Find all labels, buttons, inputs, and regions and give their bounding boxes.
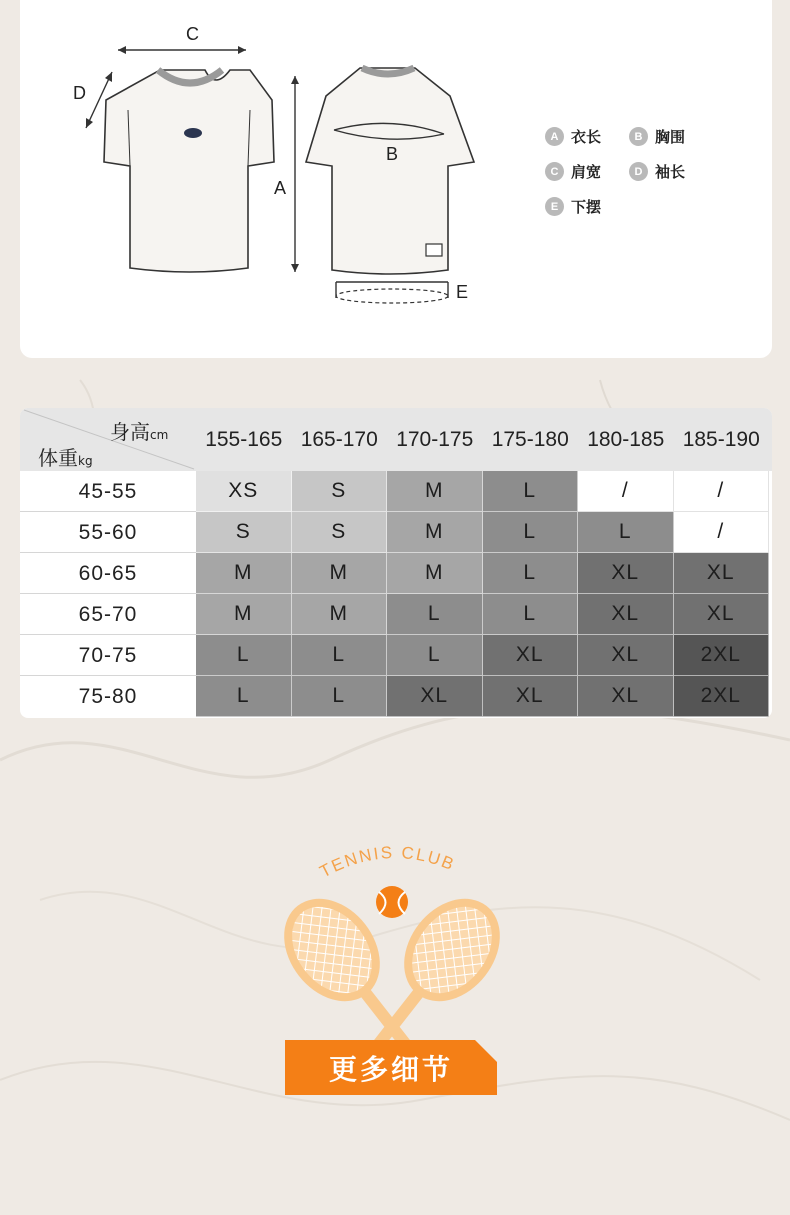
weight-row-label: 70-75 bbox=[78, 643, 138, 667]
height-unit: cm bbox=[150, 428, 169, 442]
size-cell: M bbox=[292, 553, 388, 594]
legend-badge: D bbox=[629, 162, 648, 181]
size-cell: XS bbox=[196, 471, 292, 512]
weight-row-label: 45-55 bbox=[78, 479, 138, 503]
legend-badge: E bbox=[545, 197, 564, 216]
weight-row-label: 55-60 bbox=[78, 520, 138, 544]
legend-item-b bbox=[629, 126, 685, 147]
legend-item-d bbox=[629, 161, 685, 182]
height-header bbox=[110, 416, 168, 445]
size-cell: XL bbox=[578, 594, 674, 635]
table-corner bbox=[20, 408, 196, 471]
size-cell: S bbox=[292, 471, 388, 512]
legend-badge: B bbox=[629, 127, 648, 146]
size-cell: XL bbox=[578, 635, 674, 676]
size-cell: XL bbox=[483, 676, 579, 717]
size-cell: XL bbox=[674, 553, 770, 594]
corner-fold bbox=[475, 1040, 497, 1062]
legend-label: 下摆 bbox=[571, 198, 602, 216]
height-column-header: 185-190 bbox=[682, 427, 760, 451]
weight-unit: kg bbox=[78, 454, 93, 468]
size-cell: M bbox=[387, 471, 483, 512]
size-cell: / bbox=[578, 471, 674, 512]
size-chart-table bbox=[20, 408, 772, 718]
height-column-header: 175-180 bbox=[491, 427, 569, 451]
size-cell: L bbox=[292, 635, 388, 676]
size-cell: M bbox=[196, 553, 292, 594]
size-cell: 2XL bbox=[674, 635, 770, 676]
height-label: 身高 bbox=[110, 420, 150, 444]
tshirt-back bbox=[291, 68, 474, 303]
size-cell: XL bbox=[483, 635, 579, 676]
size-cell: M bbox=[387, 512, 483, 553]
height-column-header: 165-170 bbox=[300, 427, 378, 451]
weight-row-label: 60-65 bbox=[78, 561, 138, 585]
more-details-button[interactable] bbox=[285, 1040, 497, 1095]
size-cell: L bbox=[483, 553, 579, 594]
dim-label-e: E bbox=[456, 282, 469, 302]
weight-label: 体重 bbox=[38, 446, 78, 470]
size-cell: M bbox=[196, 594, 292, 635]
measurement-legend bbox=[545, 126, 745, 226]
size-cell: S bbox=[196, 512, 292, 553]
height-column-header: 180-185 bbox=[587, 427, 665, 451]
weight-row-label: 75-80 bbox=[78, 684, 138, 708]
weight-header bbox=[38, 442, 93, 471]
size-cell: L bbox=[387, 635, 483, 676]
height-column-header: 155-165 bbox=[205, 427, 283, 451]
size-cell: L bbox=[196, 676, 292, 717]
dim-label-d: D bbox=[73, 83, 86, 103]
size-cell: XL bbox=[578, 676, 674, 717]
size-cell: L bbox=[483, 594, 579, 635]
legend-badge: C bbox=[545, 162, 564, 181]
legend-label: 肩宽 bbox=[571, 163, 602, 181]
size-cell: L bbox=[387, 594, 483, 635]
dim-label-c: C bbox=[186, 24, 199, 44]
size-cell: XL bbox=[674, 594, 770, 635]
size-cell: L bbox=[196, 635, 292, 676]
size-cell: L bbox=[483, 471, 579, 512]
size-cell: XL bbox=[578, 553, 674, 594]
legend-badge: A bbox=[545, 127, 564, 146]
legend-label: 胸围 bbox=[655, 128, 686, 146]
size-cell: M bbox=[387, 553, 483, 594]
legend-item-e bbox=[545, 196, 601, 217]
table-header bbox=[20, 408, 772, 471]
size-cell: L bbox=[292, 676, 388, 717]
size-cell: XL bbox=[387, 676, 483, 717]
size-cell: / bbox=[674, 512, 770, 553]
dim-label-a: A bbox=[274, 178, 287, 198]
legend-label: 衣长 bbox=[571, 128, 602, 146]
weight-row-label: 65-70 bbox=[78, 602, 138, 626]
dim-label-b: B bbox=[386, 144, 399, 164]
legend-item-a bbox=[545, 126, 601, 147]
club-title: TENNIS CLUB bbox=[316, 842, 459, 882]
size-cell: L bbox=[578, 512, 674, 553]
height-column-header: 170-175 bbox=[396, 427, 474, 451]
size-cell: 2XL bbox=[674, 676, 770, 717]
size-cell: M bbox=[292, 594, 388, 635]
more-details-label: 更多细节 bbox=[328, 1052, 453, 1086]
size-cell: / bbox=[674, 471, 770, 512]
size-cell: L bbox=[483, 512, 579, 553]
legend-label: 袖长 bbox=[655, 163, 686, 181]
size-cell: S bbox=[292, 512, 388, 553]
tshirt-front bbox=[86, 46, 274, 272]
legend-item-c bbox=[545, 161, 601, 182]
